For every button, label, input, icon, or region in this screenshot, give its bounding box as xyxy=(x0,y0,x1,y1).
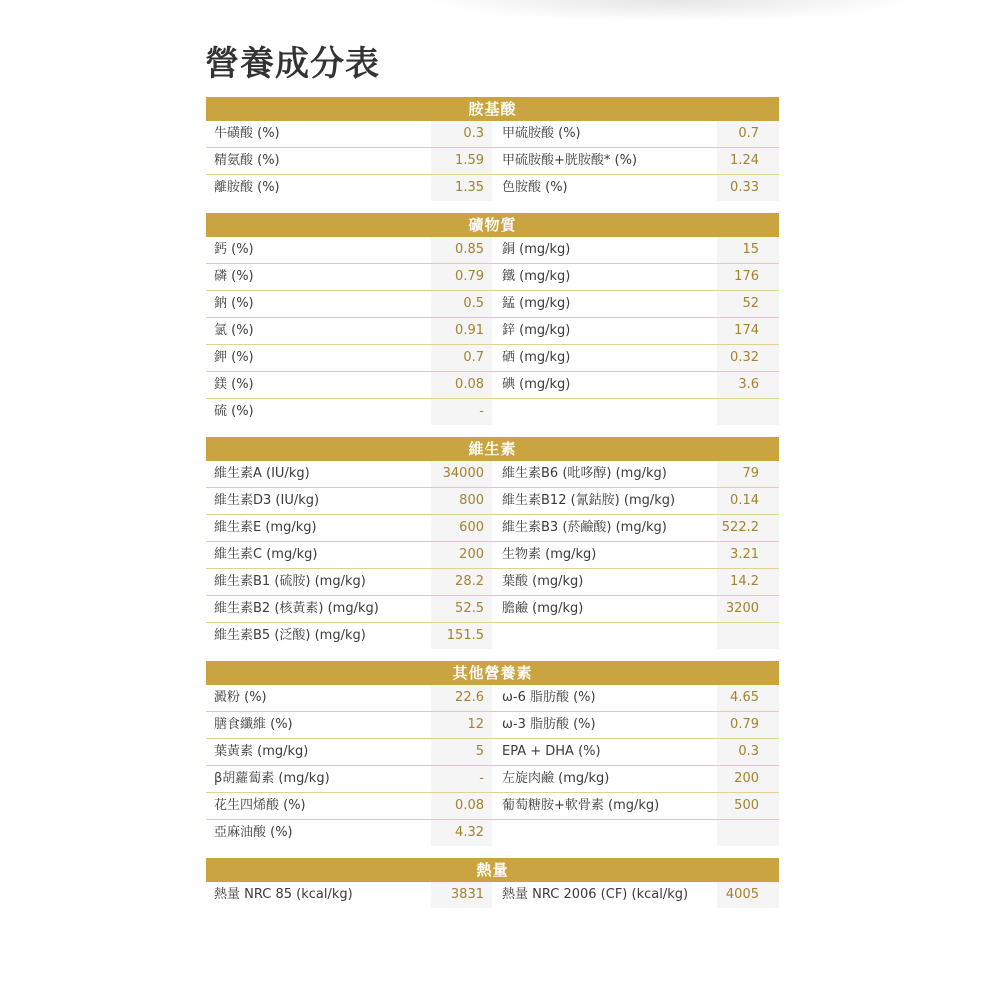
nutrient-value: 0.79 xyxy=(717,712,779,738)
table-row xyxy=(206,237,779,264)
nutrient-value xyxy=(717,820,779,846)
nutrition-section xyxy=(206,97,779,202)
nutrient-value xyxy=(717,623,779,649)
nutrient-name: 膳食纖維 (%) xyxy=(214,717,293,732)
nutrient-name: 維生素B5 (泛酸) (mg/kg) xyxy=(214,628,366,643)
nutrient-value: 500 xyxy=(717,793,779,819)
nutrient-name: 鉀 (%) xyxy=(214,350,254,365)
nutrient-name: 熱量 NRC 85 (kcal/kg) xyxy=(214,887,353,902)
table-row xyxy=(206,372,779,399)
nutrition-section xyxy=(206,661,779,847)
nutrient-value: 522.2 xyxy=(717,515,779,541)
nutrient-value: 12 xyxy=(431,712,492,738)
section-header: 維生素 xyxy=(206,437,779,461)
nutrient-name: 生物素 (mg/kg) xyxy=(502,547,597,562)
nutrient-name: 碘 (mg/kg) xyxy=(502,377,571,392)
table-row xyxy=(206,739,779,766)
nutrient-name: ω-6 脂肪酸 (%) xyxy=(502,690,596,705)
nutrient-value: 0.3 xyxy=(431,121,492,147)
nutrient-value: 0.91 xyxy=(431,318,492,344)
table-row xyxy=(206,399,779,426)
nutrient-value: 0.7 xyxy=(717,121,779,147)
table-row xyxy=(206,542,779,569)
nutrient-name: 硫 (%) xyxy=(214,404,254,419)
nutrient-value: 600 xyxy=(431,515,492,541)
nutrient-value: 176 xyxy=(717,264,779,290)
nutrient-name: 熱量 NRC 2006 (CF) (kcal/kg) xyxy=(502,887,689,902)
nutrient-name: 膽鹼 (mg/kg) xyxy=(502,601,584,616)
table-row xyxy=(206,264,779,291)
nutrient-name: 維生素C (mg/kg) xyxy=(214,547,318,562)
nutrient-value: 52 xyxy=(717,291,779,317)
nutrient-name: 亞麻油酸 (%) xyxy=(214,825,293,840)
table-row xyxy=(206,596,779,623)
nutrient-value: 0.5 xyxy=(431,291,492,317)
nutrient-name: 銅 (mg/kg) xyxy=(502,242,571,257)
table-row xyxy=(206,488,779,515)
nutrient-value: 14.2 xyxy=(717,569,779,595)
nutrient-name: 精氨酸 (%) xyxy=(214,153,280,168)
nutrient-name: 維生素E (mg/kg) xyxy=(214,520,317,535)
table-row xyxy=(206,793,779,820)
table-row xyxy=(206,766,779,793)
table-row xyxy=(206,291,779,318)
nutrient-value: 4005 xyxy=(717,882,779,908)
nutrient-name: 磷 (%) xyxy=(214,269,254,284)
nutrient-name: 維生素B12 (氰鈷胺) (mg/kg) xyxy=(502,493,676,508)
nutrient-name: 維生素D3 (IU/kg) xyxy=(214,493,320,508)
nutrient-value: 4.32 xyxy=(431,820,492,846)
nutrient-value: 1.35 xyxy=(431,175,492,201)
nutrient-name: 硒 (mg/kg) xyxy=(502,350,571,365)
nutrient-value: 3.21 xyxy=(717,542,779,568)
nutrient-name: 葡萄糖胺+軟骨素 (mg/kg) xyxy=(502,798,660,813)
nutrient-value: 4.65 xyxy=(717,685,779,711)
nutrient-name: 甲硫胺酸 (%) xyxy=(502,126,581,141)
nutrition-section xyxy=(206,437,779,650)
nutrient-name: 錳 (mg/kg) xyxy=(502,296,571,311)
table-row xyxy=(206,318,779,345)
nutrient-name: 甲硫胺酸+胱胺酸* (%) xyxy=(502,153,638,168)
nutrient-value: - xyxy=(431,399,492,425)
nutrient-value: 34000 xyxy=(431,461,492,487)
nutrient-name: β胡蘿蔔素 (mg/kg) xyxy=(214,771,330,786)
nutrition-section xyxy=(206,213,779,426)
nutrient-name: 維生素B6 (吡哆醇) (mg/kg) xyxy=(502,466,667,481)
nutrient-value: 3.6 xyxy=(717,372,779,398)
nutrient-value: 0.79 xyxy=(431,264,492,290)
nutrient-name: 維生素A (IU/kg) xyxy=(214,466,310,481)
section-header: 其他營養素 xyxy=(206,661,779,685)
table-row xyxy=(206,515,779,542)
nutrient-value: 200 xyxy=(717,766,779,792)
nutrient-value: 22.6 xyxy=(431,685,492,711)
nutrient-value: 0.32 xyxy=(717,345,779,371)
nutrient-name: 色胺酸 (%) xyxy=(502,180,568,195)
nutrient-value: 1.24 xyxy=(717,148,779,174)
section-header: 胺基酸 xyxy=(206,97,779,121)
nutrient-name: 鈣 (%) xyxy=(214,242,254,257)
nutrient-name: 維生素B1 (硫胺) (mg/kg) xyxy=(214,574,366,589)
nutrient-value: 79 xyxy=(717,461,779,487)
nutrient-value: 5 xyxy=(431,739,492,765)
nutrient-value: 15 xyxy=(717,237,779,263)
nutrient-value: 3200 xyxy=(717,596,779,622)
nutrient-value: 0.85 xyxy=(431,237,492,263)
nutrient-name: 花生四烯酸 (%) xyxy=(214,798,306,813)
nutrient-value: 200 xyxy=(431,542,492,568)
table-row xyxy=(206,461,779,488)
nutrient-value: 3831 xyxy=(431,882,492,908)
nutrient-value: 0.14 xyxy=(717,488,779,514)
nutrient-value: 1.59 xyxy=(431,148,492,174)
nutrient-value: 0.08 xyxy=(431,793,492,819)
nutrient-value xyxy=(717,399,779,425)
nutrient-name: 維生素B3 (菸鹼酸) (mg/kg) xyxy=(502,520,667,535)
page-title: 營養成分表 xyxy=(205,44,380,84)
nutrient-name: 維生素B2 (核黃素) (mg/kg) xyxy=(214,601,379,616)
nutrient-value: 0.33 xyxy=(717,175,779,201)
section-header: 熱量 xyxy=(206,858,779,882)
nutrient-name xyxy=(492,820,717,846)
nutrient-name: 氯 (%) xyxy=(214,323,254,338)
nutrient-name: 鈉 (%) xyxy=(214,296,254,311)
nutrient-name: 左旋肉鹼 (mg/kg) xyxy=(502,771,610,786)
nutrient-value: 28.2 xyxy=(431,569,492,595)
table-row xyxy=(206,175,779,202)
table-row xyxy=(206,685,779,712)
nutrient-value: 0.3 xyxy=(717,739,779,765)
table-row xyxy=(206,148,779,175)
section-header: 礦物質 xyxy=(206,213,779,237)
table-row xyxy=(206,569,779,596)
nutrient-value: 52.5 xyxy=(431,596,492,622)
nutrient-name: ω-3 脂肪酸 (%) xyxy=(502,717,596,732)
top-shadow xyxy=(420,0,920,22)
nutrient-name: 葉黃素 (mg/kg) xyxy=(214,744,309,759)
nutrient-name: 澱粉 (%) xyxy=(214,690,267,705)
nutrient-name: EPA + DHA (%) xyxy=(502,744,601,759)
table-row xyxy=(206,121,779,148)
nutrient-name xyxy=(492,623,717,649)
nutrient-value: 151.5 xyxy=(431,623,492,649)
nutrient-name: 葉酸 (mg/kg) xyxy=(502,574,584,589)
table-row xyxy=(206,623,779,650)
nutrient-value: - xyxy=(431,766,492,792)
table-row xyxy=(206,345,779,372)
nutrient-name xyxy=(492,399,717,425)
nutrient-value: 174 xyxy=(717,318,779,344)
table-row xyxy=(206,712,779,739)
nutrient-name: 鎂 (%) xyxy=(214,377,254,392)
nutrient-name: 鋅 (mg/kg) xyxy=(502,323,571,338)
nutrient-value: 0.7 xyxy=(431,345,492,371)
table-row xyxy=(206,882,779,909)
nutrient-name: 離胺酸 (%) xyxy=(214,180,280,195)
nutrient-name: 牛磺酸 (%) xyxy=(214,126,280,141)
nutrition-table xyxy=(206,97,779,920)
nutrient-value: 0.08 xyxy=(431,372,492,398)
table-row xyxy=(206,820,779,847)
nutrient-name: 鐵 (mg/kg) xyxy=(502,269,571,284)
nutrient-value: 800 xyxy=(431,488,492,514)
nutrition-section xyxy=(206,858,779,909)
